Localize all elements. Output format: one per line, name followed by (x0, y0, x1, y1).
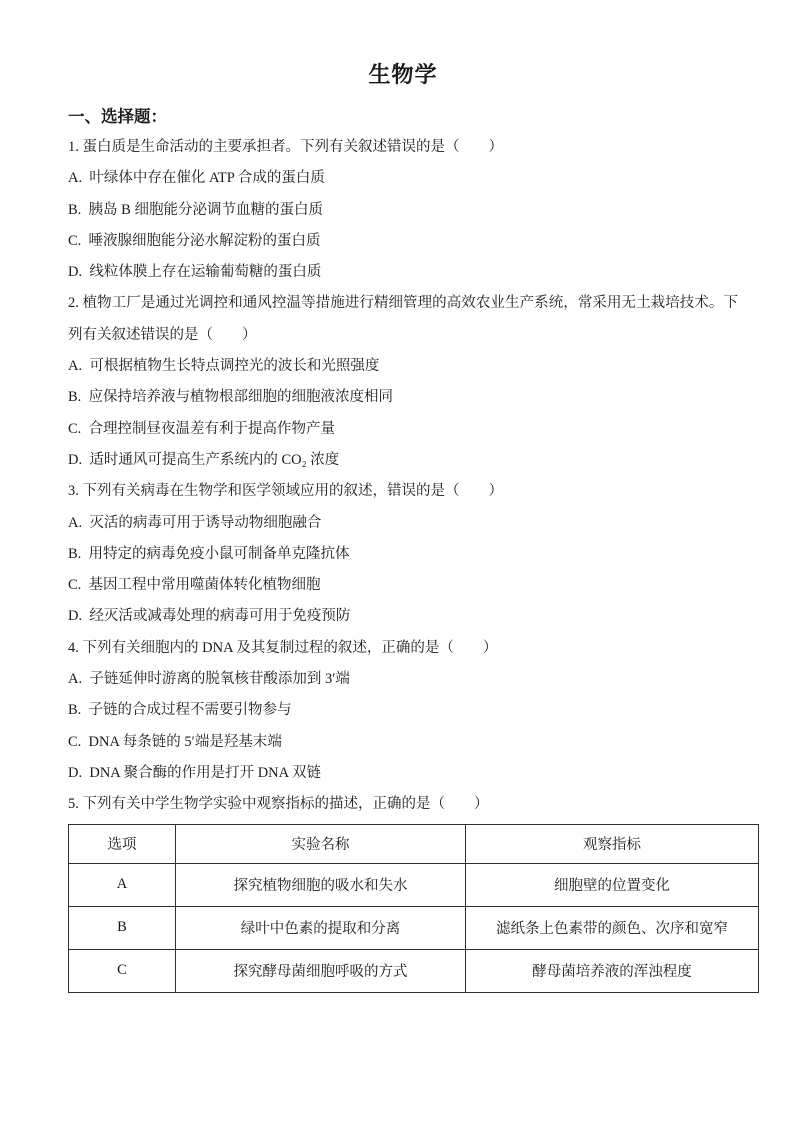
table-header-option: 选项 (69, 824, 176, 863)
question-3-stem: 3. 下列有关病毒在生物学和医学领域应用的叙述，错误的是（ ） (68, 483, 503, 500)
question-1-option-b: B. 胰岛 B 细胞能分泌调节血糖的蛋白质 (68, 201, 323, 218)
question-4-stem: 4. 下列有关细胞内的 DNA 及其复制过程的叙述，正确的是（ ） (68, 639, 498, 656)
section-heading: 一、选择题： (68, 107, 167, 126)
table-cell-option-b: B (69, 906, 176, 949)
question-4-option-c: C. DNA 每条链的 5′端是羟基末端 (68, 733, 282, 750)
table-cell-option-a: A (69, 863, 176, 906)
table-row-b (69, 906, 759, 949)
question-3-option-a: A. 灭活的病毒可用于诱导动物细胞融合 (68, 514, 322, 531)
question-1-option-d: D. 线粒体膜上存在运输葡萄糖的蛋白质 (68, 264, 322, 281)
table-header-experiment-name: 实验名称 (176, 824, 466, 863)
table-cell-experiment-a: 探究植物细胞的吸水和失水 (176, 863, 466, 906)
question-1-option-c: C. 唾液腺细胞能分泌水解淀粉的蛋白质 (68, 232, 321, 249)
question-3-option-b: B. 用特定的病毒免疫小鼠可制备单克隆抗体 (68, 545, 350, 562)
question-2-option-c: C. 合理控制昼夜温差有利于提高作物产量 (68, 420, 336, 437)
question-list (68, 132, 738, 821)
question-2-option-b: B. 应保持培养液与植物根部细胞的细胞液浓度相同 (68, 389, 394, 406)
question-3-option-c: C. 基因工程中常用噬菌体转化植物细胞 (68, 577, 321, 594)
page-title: 生物学 (368, 62, 438, 87)
question-4-option-d: D. DNA 聚合酶的作用是打开 DNA 双链 (68, 764, 321, 781)
table-cell-experiment-c: 探究酵母菌细胞呼吸的方式 (176, 949, 466, 992)
table-cell-index-b: 滤纸条上色素带的颜色、次序和宽窄 (466, 906, 759, 949)
question-3-option-d: D. 经灭活或减毒处理的病毒可用于免疫预防 (68, 608, 351, 625)
question-2-option-d: D. 适时通风可提高生产系统内的 CO₂ 浓度 (68, 451, 340, 468)
experiment-table-header-row (69, 824, 759, 863)
table-cell-index-a: 细胞壁的位置变化 (466, 863, 759, 906)
table-row-c (69, 949, 759, 992)
experiment-table (68, 824, 759, 993)
question-2-option-a: A. 可根据植物生长特点调控光的波长和光照强度 (68, 358, 380, 375)
question-1-option-a: A. 叶绿体中存在催化 ATP 合成的蛋白质 (68, 170, 325, 187)
table-row-a (69, 863, 759, 906)
question-4-option-a: A. 子链延伸时游离的脱氧核苷酸添加到 3′端 (68, 671, 350, 688)
table-cell-experiment-b: 绿叶中色素的提取和分离 (176, 906, 466, 949)
table-cell-index-c: 酵母菌培养液的浑浊程度 (466, 949, 759, 992)
question-2-stem: 2. 植物工厂是通过光调控和通风控温等措施进行精细管理的高效农业生产系统，常采用无土栽培技术。下列有关叙述错误的是（ ） (68, 295, 738, 343)
table-cell-option-c: C (69, 949, 176, 992)
question-1-stem: 1. 蛋白质是生命活动的主要承担者。下列有关叙述错误的是（ ） (68, 139, 503, 155)
question-4-option-b: B. 子链的合成过程不需要引物参与 (68, 702, 292, 719)
question-5-stem: 5. 下列有关中学生物学实验中观察指标的描述，正确的是（ ） (68, 796, 489, 813)
table-header-observation-index: 观察指标 (466, 824, 759, 863)
